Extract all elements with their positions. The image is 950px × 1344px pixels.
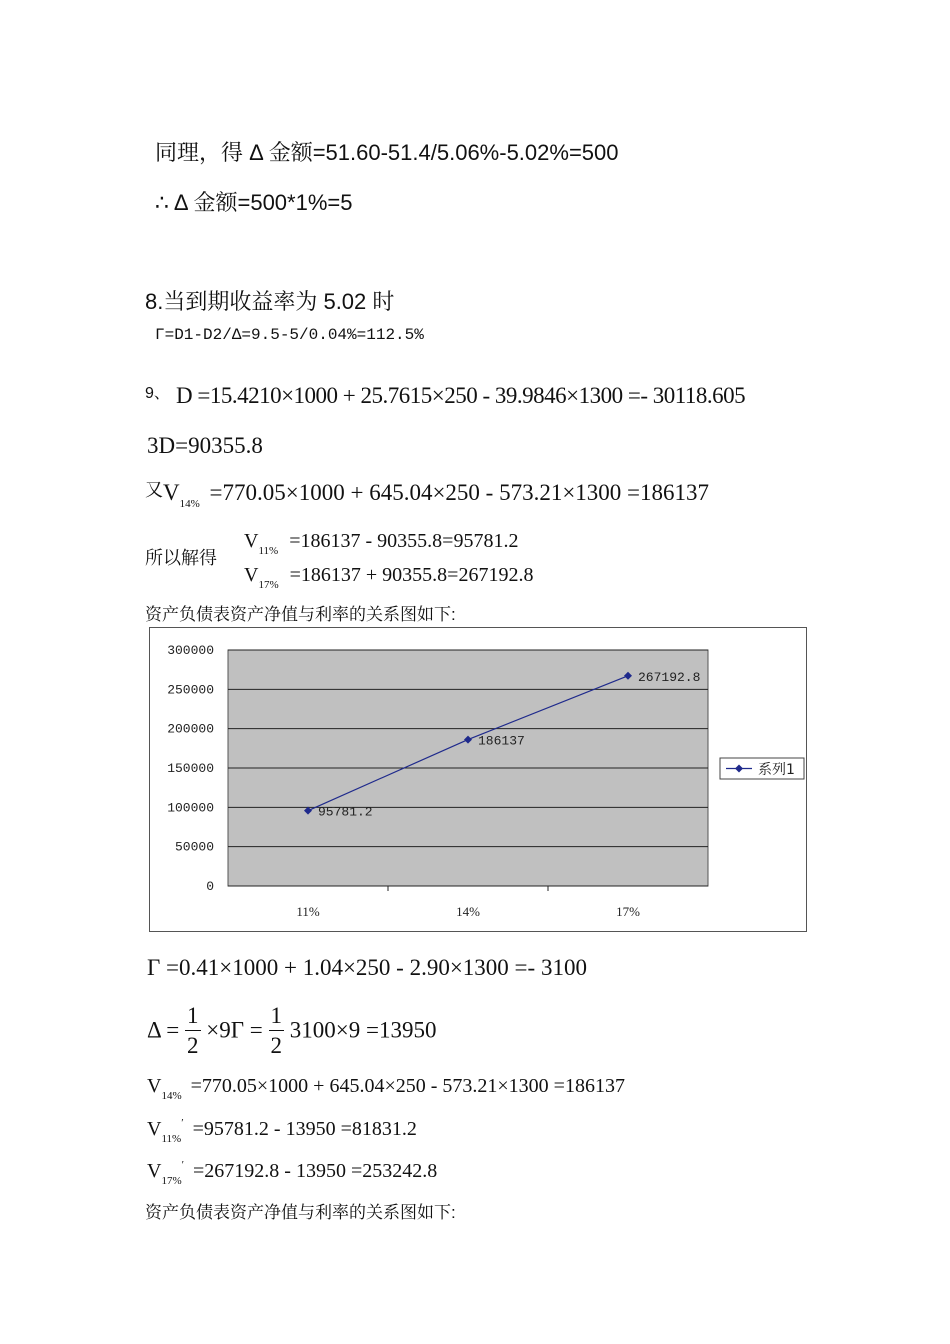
v-symbol: V [147, 1160, 162, 1182]
v17-rest: =186137 + 90355.8=267192.8 [289, 564, 534, 586]
y-tick-label: 200000 [167, 721, 214, 737]
v17-prime-equation [147, 1159, 438, 1187]
x-tick-label: 11% [296, 904, 320, 919]
question-9-label: 9、 [145, 385, 170, 402]
line-chart [149, 627, 807, 932]
delta-lhs: Δ = [147, 1017, 180, 1043]
chart-svg [150, 628, 806, 931]
y-tick-label: 50000 [174, 839, 214, 855]
chart-caption-1: 资产负债表资产净值与利率的关系图如下: [145, 605, 456, 624]
delta-equation [147, 1004, 436, 1057]
y-tick-label: 0 [206, 879, 214, 894]
text-line-2: ∴ Δ 金额=500*1%=5 [155, 190, 353, 215]
fraction-denominator: 2 [187, 1033, 199, 1058]
v-subscript: 17% [258, 579, 279, 591]
y-tick-label: 100000 [167, 800, 214, 816]
x-tick-label: 17% [616, 904, 640, 919]
you-label: 又 [145, 480, 163, 500]
fraction-numerator: 1 [185, 1004, 201, 1031]
v14-equation [145, 480, 710, 510]
y-tick-label: 250000 [167, 682, 214, 698]
gamma-formula-8: Γ=D1-D2/Δ=9.5-5/0.04%=112.5% [155, 326, 424, 344]
fraction-denominator: 2 [270, 1033, 282, 1058]
data-label: 267192.8 [638, 669, 701, 685]
duration-equation: D =15.4210×1000 + 25.7615×250 - 39.9846×1300 =- 30118.605 [176, 383, 746, 408]
v14-equation-2 [147, 1075, 625, 1102]
v-subscript: 17% [161, 1175, 182, 1187]
prime-mark: ′ [181, 1159, 185, 1171]
v11-rest: =186137 - 90355.8=95781.2 [289, 530, 519, 552]
delta-rhs: 3100×9 =13950 [289, 1017, 437, 1043]
text-line-1: 同理，得 Δ 金额=51.60-51.4/5.06%-5.02%=500 [155, 140, 619, 165]
v-subscript: 14% [179, 498, 200, 510]
v-subscript: 11% [161, 1133, 182, 1145]
v14b-rest: =770.05×1000 + 645.04×250 - 573.21×1300 =186137 [190, 1075, 625, 1097]
fraction-half [269, 1004, 285, 1057]
fraction-numerator: 1 [269, 1004, 285, 1031]
v-symbol: V [244, 564, 259, 586]
v11-equation [244, 530, 519, 557]
v-symbol: V [147, 1075, 162, 1097]
y-tick-label: 150000 [167, 761, 214, 776]
x-tick-label: 14% [456, 904, 480, 919]
v11-prime-equation [147, 1117, 417, 1145]
chart-caption-2: 资产负债表资产净值与利率的关系图如下: [145, 1203, 456, 1222]
data-label: 95781.2 [318, 804, 373, 820]
section-8-heading: 8.当到期收益率为 5.02 时 [145, 289, 395, 314]
prime-mark: ′ [181, 1117, 184, 1129]
v-symbol: V [163, 480, 180, 505]
legend-label: 系列1 [758, 762, 795, 778]
three-d-equation: 3D=90355.8 [147, 433, 263, 458]
v14-rest: =770.05×1000 + 645.04×250 - 573.21×1300 =186137 [209, 480, 710, 505]
v11p-rest: =95781.2 - 13950 =81831.2 [192, 1118, 417, 1140]
gamma-equation: Γ =0.41×1000 + 1.04×250 - 2.90×1300 =- 3100 [147, 955, 587, 980]
v-subscript: 14% [161, 1090, 182, 1102]
v17-equation [244, 564, 534, 591]
v-symbol: V [244, 530, 259, 552]
y-tick-label: 300000 [167, 643, 214, 658]
suoyi-label: 所以解得 [145, 548, 217, 568]
v17p-rest: =267192.8 - 13950 =253242.8 [193, 1160, 438, 1182]
data-label: 186137 [478, 733, 525, 749]
v-subscript: 11% [258, 545, 279, 557]
delta-mid: ×9Γ = [206, 1017, 263, 1043]
v-symbol: V [147, 1118, 162, 1140]
fraction-half [185, 1004, 201, 1057]
